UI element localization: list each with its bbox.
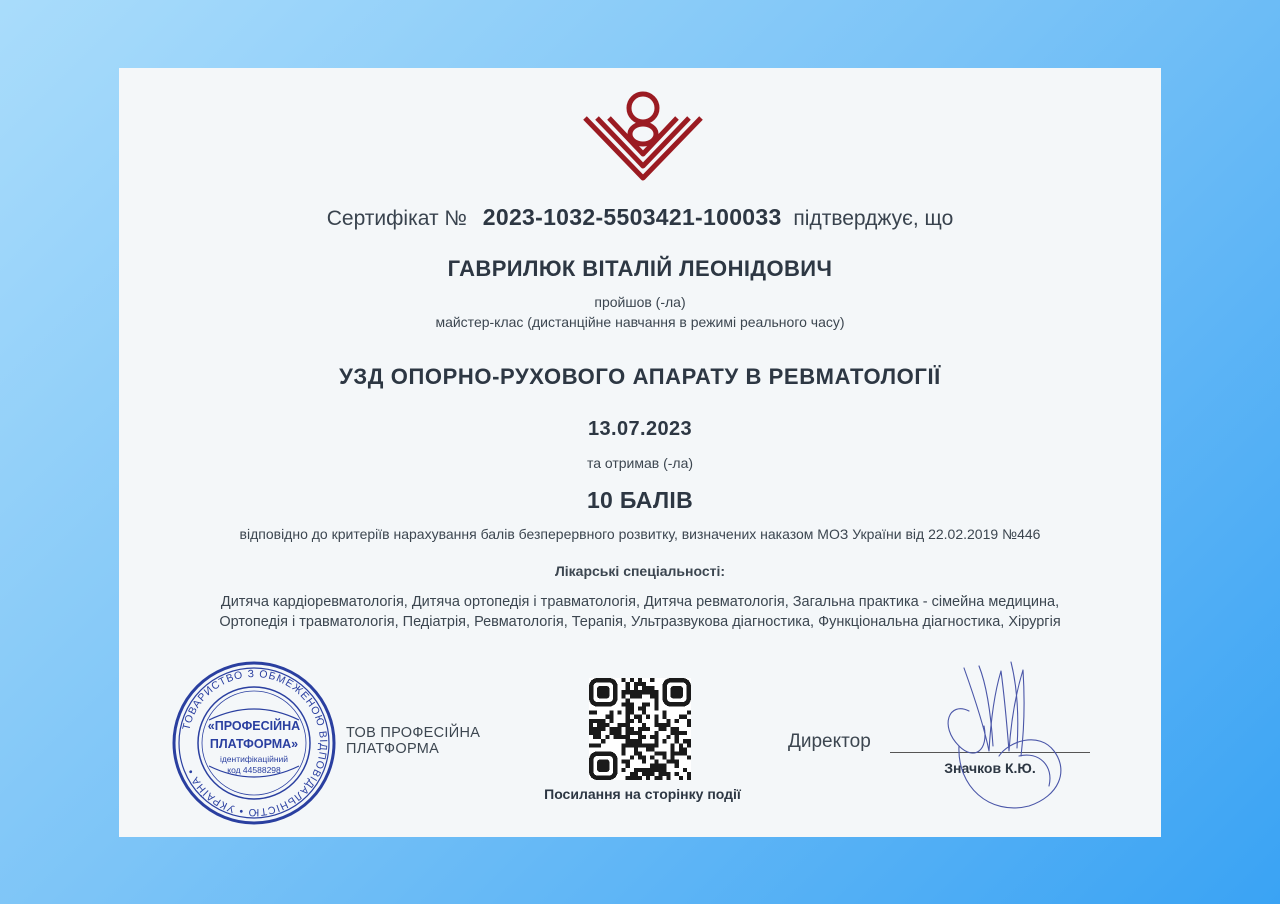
qr-module	[630, 711, 634, 715]
qr-module	[675, 772, 679, 776]
qr-module	[589, 719, 593, 723]
qr-module	[638, 715, 642, 719]
qr-module	[601, 723, 605, 727]
qr-module	[671, 727, 675, 731]
specialties-line-1: Дитяча кардіоревматологія, Дитяча ортопедія і травматологія, Дитяча ревматологія, Загальна практика - сімейна медицина,	[220, 594, 1060, 610]
qr-module	[675, 764, 679, 768]
qr-module	[589, 743, 593, 747]
qr-module	[630, 772, 634, 776]
qr-module	[654, 698, 658, 702]
qr-module	[622, 751, 626, 755]
qr-module	[679, 776, 683, 780]
qr-module	[638, 731, 642, 735]
qr-module	[626, 776, 630, 780]
qr-module	[593, 731, 597, 735]
qr-module	[683, 751, 687, 755]
qr-module	[630, 707, 634, 711]
qr-module	[634, 715, 638, 719]
qr-module	[597, 731, 601, 735]
qr-module	[642, 772, 646, 776]
qr-module	[597, 735, 601, 739]
qr-module	[634, 739, 638, 743]
qr-module	[618, 711, 622, 715]
qr-module	[626, 743, 630, 747]
qr-module	[609, 715, 613, 719]
qr-module	[671, 747, 675, 751]
qr-module	[642, 768, 646, 772]
qr-module	[622, 723, 626, 727]
recipient-name: ГАВРИЛЮК ВІТАЛІЙ ЛЕОНІДОВИЧ	[447, 256, 833, 281]
qr-module	[687, 743, 691, 747]
qr-module	[662, 764, 666, 768]
qr-module	[679, 751, 683, 755]
qr-module	[658, 723, 662, 727]
qr-module	[622, 760, 626, 764]
qr-module	[601, 719, 605, 723]
specialties-title: Лікарські спеціальності:	[554, 563, 726, 579]
qr-module	[626, 739, 630, 743]
director-name: Значков К.Ю.	[944, 760, 1036, 776]
qr-module	[642, 702, 646, 706]
qr-module	[638, 727, 642, 731]
qr-module	[675, 735, 679, 739]
qr-module	[630, 694, 634, 698]
qr-module	[667, 772, 671, 776]
qr-module	[642, 707, 646, 711]
qr-module	[630, 739, 634, 743]
qr-module	[658, 772, 662, 776]
qr-module	[638, 743, 642, 747]
qr-module	[609, 727, 613, 731]
qr-module	[683, 739, 687, 743]
qr-module	[593, 719, 597, 723]
qr-module	[626, 764, 630, 768]
qr-module	[675, 751, 679, 755]
qr-module	[654, 715, 658, 719]
received-text: та отримав (-ла)	[586, 455, 694, 471]
qr-module	[646, 686, 650, 690]
seal-center-line-1: «ПРОФЕСІЙНА	[207, 719, 301, 733]
qr-module	[593, 735, 597, 739]
qr-module	[638, 756, 642, 760]
qr-module	[605, 735, 609, 739]
qr-module	[667, 723, 671, 727]
qr-module	[605, 723, 609, 727]
qr-module	[630, 727, 634, 731]
qr-module	[687, 723, 691, 727]
seal-ring-text: ТОВАРИСТВО З ОБМЕЖЕНОЮ ВІДПОВІДАЛЬНІСТЮ • УКРАЇНА •	[180, 667, 330, 819]
qr-module	[638, 678, 642, 682]
qr-module	[618, 735, 622, 739]
qr-module	[654, 694, 658, 698]
qr-module	[675, 760, 679, 764]
qr-module	[654, 751, 658, 755]
qr-module	[622, 694, 626, 698]
qr-module	[675, 727, 679, 731]
qr-module	[642, 735, 646, 739]
qr-module	[662, 751, 666, 755]
qr-module	[683, 768, 687, 772]
qr-module	[634, 768, 638, 772]
certificate-sheet	[119, 68, 1161, 837]
qr-module	[609, 719, 613, 723]
qr-module	[626, 698, 630, 702]
qr-module	[642, 690, 646, 694]
qr-module	[650, 756, 654, 760]
qr-module	[646, 743, 650, 747]
points-awarded: 10 БАЛІВ	[586, 487, 694, 513]
qr-module	[654, 760, 658, 764]
qr-module	[622, 678, 626, 682]
qr-module	[613, 727, 617, 731]
qr-module	[646, 702, 650, 706]
qr-module	[638, 776, 642, 780]
qr-module	[626, 735, 630, 739]
qr-module	[634, 743, 638, 747]
qr-module	[630, 702, 634, 706]
event-date: 13.07.2023	[587, 418, 693, 440]
qr-module	[675, 731, 679, 735]
qr-module	[642, 723, 646, 727]
qr-module	[634, 751, 638, 755]
qr-module	[667, 735, 671, 739]
qr-module	[662, 756, 666, 760]
qr-module	[613, 735, 617, 739]
qr-module	[634, 747, 638, 751]
qr-module	[687, 739, 691, 743]
qr-module	[642, 711, 646, 715]
qr-module	[618, 723, 622, 727]
qr-module	[646, 747, 650, 751]
qr-module	[650, 690, 654, 694]
qr-module	[622, 690, 626, 694]
qr-module	[683, 747, 687, 751]
qr-module	[687, 776, 691, 780]
qr-module	[687, 719, 691, 723]
passed-text: пройшов (-ла)	[594, 294, 686, 310]
qr-module	[630, 719, 634, 723]
qr-module	[667, 760, 671, 764]
seal-center-line-4: код 44588298	[227, 765, 281, 775]
certificate-prefix: Сертифікат №	[326, 207, 467, 230]
qr-module	[630, 678, 634, 682]
qr-module	[597, 719, 601, 723]
certificate-number: 2023-1032-5503421-100033	[482, 204, 782, 230]
qr-module	[622, 735, 626, 739]
qr-module	[618, 731, 622, 735]
qr-module	[687, 772, 691, 776]
qr-module	[626, 702, 630, 706]
qr-module	[667, 776, 671, 780]
qr-module	[630, 743, 634, 747]
qr-module	[654, 702, 658, 706]
qr-module	[638, 719, 642, 723]
qr-module	[634, 731, 638, 735]
signature-icon	[929, 656, 1089, 821]
qr-module	[671, 756, 675, 760]
qr-module	[634, 690, 638, 694]
qr-module	[597, 727, 601, 731]
qr-module	[626, 715, 630, 719]
qr-module	[634, 776, 638, 780]
qr-module	[642, 756, 646, 760]
qr-module	[650, 743, 654, 747]
qr-module	[687, 711, 691, 715]
qr-module	[618, 727, 622, 731]
qr-module	[646, 715, 650, 719]
qr-module	[654, 768, 658, 772]
criteria-text: відповідно до критеріїв нарахування балів безперервного розвитку, визначених наказом МОЗ України від 22.02.2019 №446	[239, 526, 1041, 542]
seal-stamp-icon	[169, 658, 339, 828]
qr-module	[646, 768, 650, 772]
qr-module	[642, 682, 646, 686]
qr-module	[650, 694, 654, 698]
qr-module	[638, 739, 642, 743]
qr-module	[601, 739, 605, 743]
qr-module	[650, 768, 654, 772]
qr-module	[654, 723, 658, 727]
qr-module	[638, 751, 642, 755]
qr-module	[654, 739, 658, 743]
qr-module	[630, 690, 634, 694]
qr-module	[642, 760, 646, 764]
qr-module	[626, 731, 630, 735]
qr-module	[650, 686, 654, 690]
qr-module	[626, 727, 630, 731]
qr-module	[638, 707, 642, 711]
qr-module	[609, 731, 613, 735]
qr-module	[650, 764, 654, 768]
event-type: майстер-клас (дистанційне навчання в режимі реального часу)	[435, 314, 845, 330]
qr-module	[593, 743, 597, 747]
qr-module	[589, 731, 593, 735]
qr-module	[646, 727, 650, 731]
organization-name-line-2: ПЛАТФОРМА	[346, 741, 440, 757]
qr-module	[671, 731, 675, 735]
qr-module	[638, 690, 642, 694]
qr-module	[658, 768, 662, 772]
qr-module	[658, 764, 662, 768]
qr-module	[634, 694, 638, 698]
qr-module	[593, 727, 597, 731]
qr-module	[609, 711, 613, 715]
qr-module	[654, 776, 658, 780]
qr-module	[622, 743, 626, 747]
qr-module	[662, 723, 666, 727]
qr-module	[597, 723, 601, 727]
qr-caption: Посилання на сторінку події	[544, 786, 741, 802]
qr-module	[671, 751, 675, 755]
platform-logo-icon	[583, 88, 703, 184]
qr-module	[589, 723, 593, 727]
qr-module	[654, 735, 658, 739]
qr-module	[601, 727, 605, 731]
qr-module	[626, 760, 630, 764]
qr-module	[679, 747, 683, 751]
certificate-number-line	[119, 204, 1161, 231]
qr-module	[654, 731, 658, 735]
qr-module	[687, 756, 691, 760]
qr-module	[626, 711, 630, 715]
qr-module	[626, 723, 630, 727]
qr-module	[589, 711, 593, 715]
qr-module	[630, 756, 634, 760]
qr-module	[638, 735, 642, 739]
qr-module	[679, 731, 683, 735]
qr-module	[638, 682, 642, 686]
qr-module	[613, 731, 617, 735]
qr-module	[667, 719, 671, 723]
qr-module	[642, 727, 646, 731]
qr-module	[646, 776, 650, 780]
qr-module	[671, 743, 675, 747]
qr-module	[634, 686, 638, 690]
seal-center-line-3: ідентифікаційний	[219, 754, 289, 764]
qr-module	[654, 690, 658, 694]
qr-module	[634, 772, 638, 776]
qr-module	[658, 751, 662, 755]
qr-module	[642, 743, 646, 747]
qr-module	[679, 715, 683, 719]
qr-module	[658, 776, 662, 780]
qr-module	[662, 768, 666, 772]
qr-module	[679, 743, 683, 747]
qr-module	[638, 768, 642, 772]
organization-name-line-1: ТОВ ПРОФЕСІЙНА	[346, 725, 481, 741]
qr-module	[654, 743, 658, 747]
qr-module	[646, 772, 650, 776]
qr-module	[662, 727, 666, 731]
qr-module	[650, 678, 654, 682]
qr-module	[683, 715, 687, 719]
qr-module	[622, 768, 626, 772]
certificate-suffix: підтверджує, що	[793, 207, 954, 230]
qr-module	[662, 711, 666, 715]
qr-module	[626, 690, 630, 694]
qr-module	[683, 731, 687, 735]
qr-module	[626, 686, 630, 690]
qr-module	[630, 776, 634, 780]
course-title: УЗД ОПОРНО-РУХОВОГО АПАРАТУ В РЕВМАТОЛОГІЇ	[339, 364, 941, 389]
organization-name	[346, 725, 480, 757]
qr-module	[634, 682, 638, 686]
specialties-list	[119, 592, 1161, 632]
specialties-line-2: Ортопедія і травматологія, Педіатрія, Ревматологія, Терапія, Ультразвукова діагностика, Функціональна діагностика, Хірургія	[219, 614, 1061, 630]
qr-module	[622, 747, 626, 751]
qr-module	[593, 711, 597, 715]
qr-module	[650, 747, 654, 751]
qr-code-icon[interactable]	[589, 678, 691, 780]
qr-module	[630, 731, 634, 735]
director-title: Директор	[788, 731, 871, 752]
qr-module	[622, 702, 626, 706]
qr-module	[626, 707, 630, 711]
qr-module	[650, 772, 654, 776]
qr-module	[638, 694, 642, 698]
qr-module	[658, 727, 662, 731]
qr-module	[642, 686, 646, 690]
qr-module	[646, 690, 650, 694]
qr-module	[662, 715, 666, 719]
qr-module	[597, 743, 601, 747]
qr-module	[626, 682, 630, 686]
qr-module	[675, 739, 679, 743]
qr-module	[662, 739, 666, 743]
qr-module	[662, 772, 666, 776]
seal-center-line-2: ПЛАТФОРМА»	[209, 737, 299, 751]
qr-module	[589, 727, 593, 731]
qr-module	[626, 719, 630, 723]
qr-module	[654, 719, 658, 723]
qr-module	[650, 735, 654, 739]
qr-module	[671, 760, 675, 764]
qr-module	[605, 715, 609, 719]
qr-module	[675, 719, 679, 723]
qr-module	[654, 764, 658, 768]
qr-module	[654, 707, 658, 711]
